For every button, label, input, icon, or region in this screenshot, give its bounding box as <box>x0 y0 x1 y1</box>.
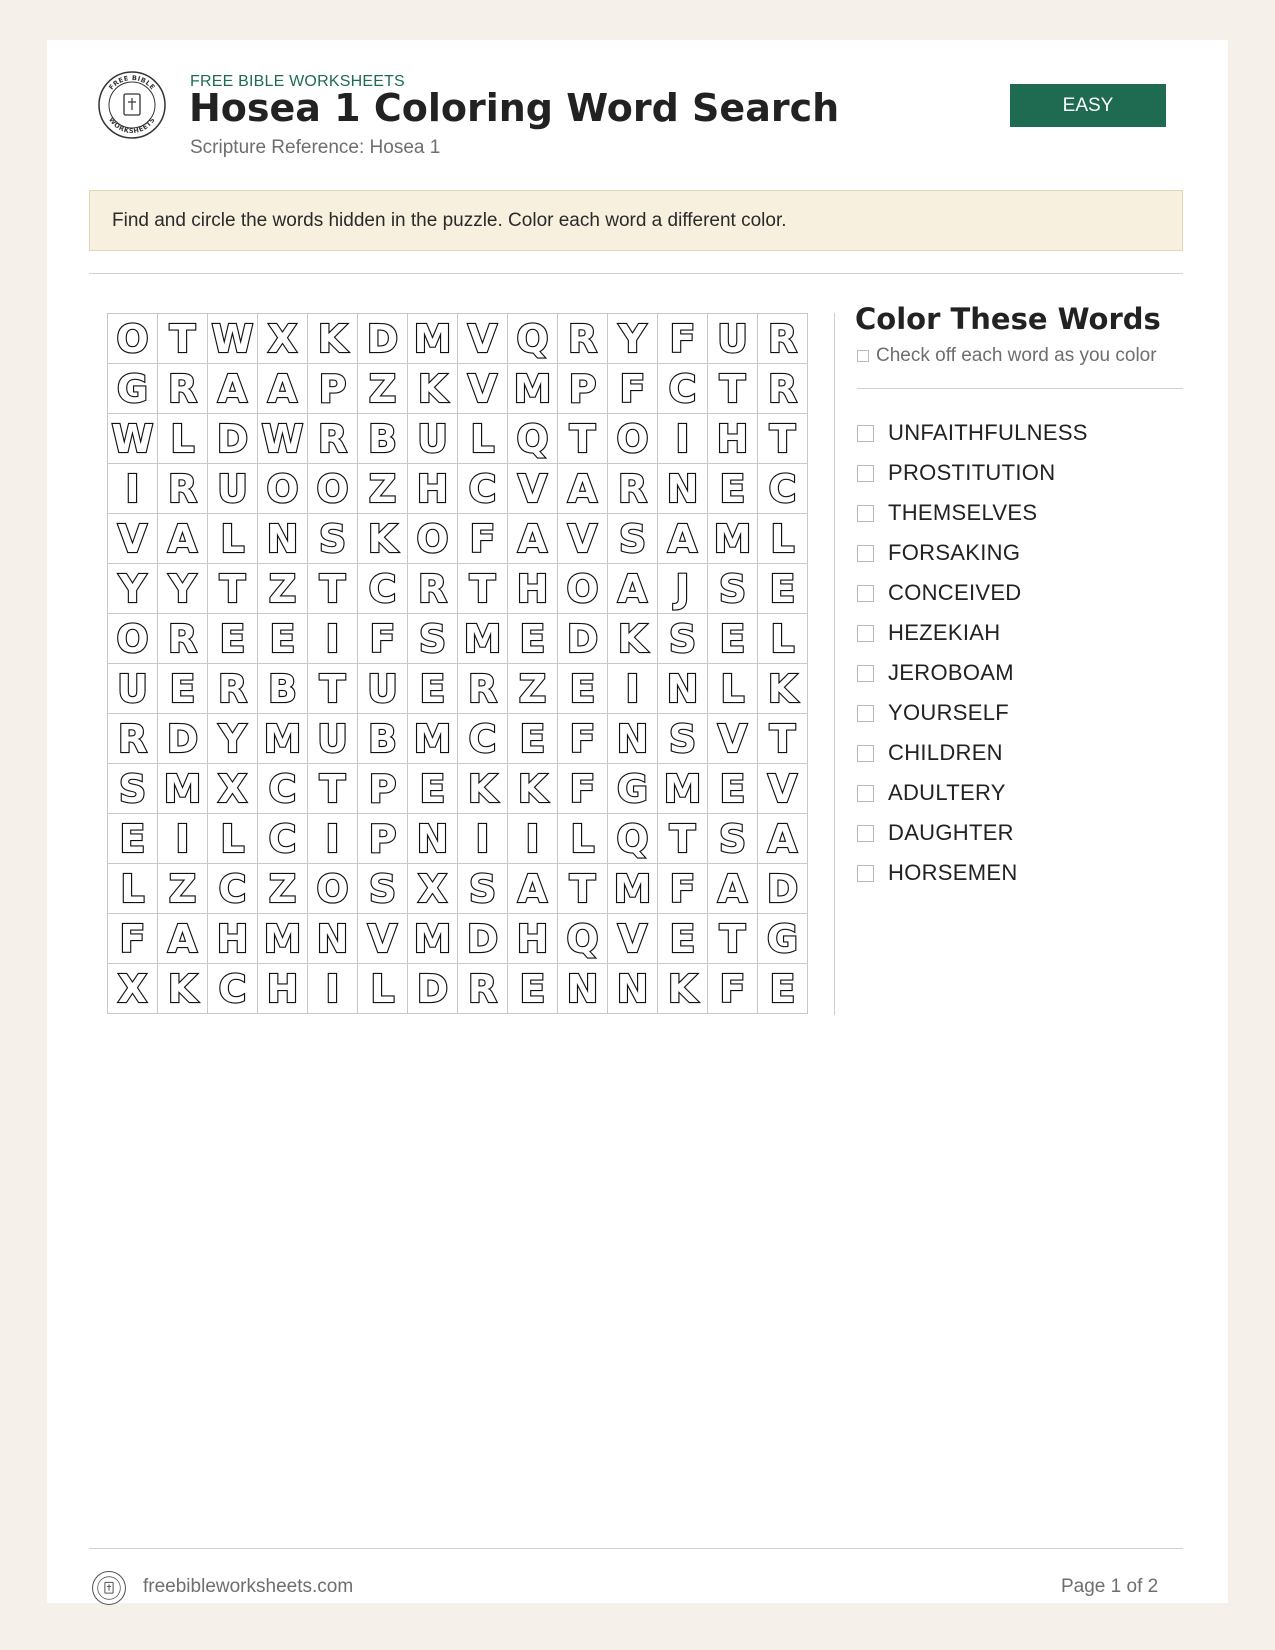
grid-cell[interactable]: K <box>308 314 358 364</box>
grid-cell[interactable]: C <box>458 464 508 514</box>
grid-cell[interactable]: E <box>408 664 458 714</box>
word-checkbox[interactable] <box>857 865 874 882</box>
svg-text:FREE BIBLE: FREE BIBLE <box>107 73 157 92</box>
grid-cell[interactable]: N <box>658 664 708 714</box>
grid-cell[interactable]: Y <box>208 714 258 764</box>
grid-cell[interactable]: L <box>358 964 408 1014</box>
word-list-divider <box>857 388 1183 389</box>
grid-cell[interactable]: C <box>758 464 808 514</box>
grid-cell[interactable]: E <box>258 614 308 664</box>
word-list-hint <box>857 345 1157 367</box>
grid-cell[interactable]: R <box>158 364 208 414</box>
difficulty-badge: EASY <box>1010 84 1166 127</box>
grid-cell[interactable]: U <box>708 314 758 364</box>
word-item <box>857 573 1088 613</box>
word-label: HEZEKIAH <box>888 620 1001 645</box>
grid-cell[interactable]: V <box>608 914 658 964</box>
grid-cell[interactable]: V <box>708 714 758 764</box>
grid-cell[interactable]: X <box>258 314 308 364</box>
grid-cell[interactable]: B <box>358 414 408 464</box>
grid-cell[interactable]: O <box>408 514 458 564</box>
grid-cell[interactable]: R <box>758 364 808 414</box>
word-item <box>857 733 1088 773</box>
grid-cell[interactable]: R <box>108 714 158 764</box>
word-checkbox[interactable] <box>857 585 874 602</box>
grid-cell[interactable]: A <box>608 564 658 614</box>
grid-cell[interactable]: E <box>708 614 758 664</box>
word-label: THEMSELVES <box>888 500 1038 525</box>
grid-cell[interactable]: M <box>458 614 508 664</box>
word-item <box>857 693 1088 733</box>
word-item <box>857 853 1088 893</box>
grid-cell[interactable]: M <box>608 864 658 914</box>
grid-cell[interactable]: L <box>708 664 758 714</box>
grid-cell[interactable]: F <box>558 764 608 814</box>
grid-cell[interactable]: E <box>508 714 558 764</box>
grid-cell[interactable]: G <box>608 764 658 814</box>
grid-cell[interactable]: L <box>758 614 808 664</box>
grid-cell[interactable]: H <box>708 414 758 464</box>
grid-cell[interactable]: J <box>658 564 708 614</box>
grid-cell[interactable]: E <box>558 664 608 714</box>
grid-cell[interactable]: N <box>408 814 458 864</box>
grid-cell[interactable]: T <box>558 864 608 914</box>
word-checkbox[interactable] <box>857 785 874 802</box>
footer-website: freebibleworksheets.com <box>143 1576 354 1597</box>
word-label: CHILDREN <box>888 740 1003 765</box>
grid-cell[interactable]: R <box>208 664 258 714</box>
grid-cell[interactable]: S <box>658 714 708 764</box>
grid-cell[interactable]: E <box>208 614 258 664</box>
grid-cell[interactable]: H <box>508 914 558 964</box>
grid-cell[interactable]: Y <box>108 564 158 614</box>
word-checkbox[interactable] <box>857 625 874 642</box>
grid-cell[interactable]: Q <box>558 914 608 964</box>
grid-cell[interactable]: K <box>508 764 558 814</box>
grid-cell[interactable]: V <box>458 314 508 364</box>
grid-cell[interactable]: U <box>208 464 258 514</box>
grid-cell[interactable]: I <box>608 664 658 714</box>
grid-cell[interactable]: E <box>758 564 808 614</box>
grid-cell[interactable]: S <box>708 814 758 864</box>
grid-cell[interactable]: U <box>108 664 158 714</box>
grid-cell[interactable]: S <box>308 514 358 564</box>
grid-cell[interactable]: I <box>158 814 208 864</box>
grid-cell[interactable]: A <box>758 814 808 864</box>
grid-cell[interactable]: P <box>358 764 408 814</box>
grid-cell[interactable]: R <box>758 314 808 364</box>
grid-cell[interactable]: X <box>408 864 458 914</box>
grid-cell[interactable]: Z <box>258 864 308 914</box>
instructions-text: Find and circle the words hidden in the puzzle. Color each word a different color. <box>112 209 787 231</box>
grid-cell[interactable]: S <box>658 614 708 664</box>
grid-cell[interactable]: C <box>258 814 308 864</box>
grid-cell[interactable]: H <box>408 464 458 514</box>
grid-cell[interactable]: A <box>258 364 308 414</box>
word-list <box>857 413 1088 893</box>
grid-cell[interactable]: B <box>358 714 408 764</box>
grid-cell[interactable]: Z <box>358 464 408 514</box>
worksheet-page <box>47 40 1228 1603</box>
grid-cell[interactable]: S <box>108 764 158 814</box>
grid-cell[interactable]: Z <box>358 364 408 414</box>
grid-cell[interactable]: E <box>758 964 808 1014</box>
grid-cell[interactable]: X <box>208 764 258 814</box>
word-label: UNFAITHFULNESS <box>888 420 1088 445</box>
grid-cell[interactable]: I <box>108 464 158 514</box>
grid-cell[interactable]: N <box>658 464 708 514</box>
hint-checkbox-icon <box>857 350 869 362</box>
grid-cell[interactable]: S <box>408 614 458 664</box>
grid-cell[interactable]: T <box>158 314 208 364</box>
grid-cell[interactable]: Q <box>608 814 658 864</box>
grid-cell[interactable]: L <box>758 514 808 564</box>
word-label: FORSAKING <box>888 540 1021 565</box>
grid-cell[interactable]: I <box>308 964 358 1014</box>
grid-cell[interactable]: L <box>458 414 508 464</box>
grid-cell[interactable]: F <box>708 964 758 1014</box>
grid-cell[interactable]: O <box>608 414 658 464</box>
word-label: HORSEMEN <box>888 860 1018 885</box>
grid-cell[interactable]: H <box>508 564 558 614</box>
grid-cell[interactable]: R <box>608 464 658 514</box>
word-item <box>857 773 1088 813</box>
word-list-title: Color These Words <box>855 302 1161 336</box>
grid-cell[interactable]: F <box>108 914 158 964</box>
word-list-hint-text: Check off each word as you color <box>876 345 1157 366</box>
grid-cell[interactable]: V <box>358 914 408 964</box>
grid-cell[interactable]: E <box>658 914 708 964</box>
grid-cell[interactable]: R <box>558 314 608 364</box>
grid-cell[interactable]: A <box>158 514 208 564</box>
word-item <box>857 653 1088 693</box>
word-checkbox[interactable] <box>857 505 874 522</box>
grid-cell[interactable]: P <box>558 364 608 414</box>
grid-cell[interactable]: R <box>158 464 208 514</box>
grid-cell[interactable]: N <box>608 964 658 1014</box>
grid-cell[interactable]: S <box>708 564 758 614</box>
word-checkbox[interactable] <box>857 825 874 842</box>
grid-cell[interactable]: R <box>308 414 358 464</box>
page-number: Page 1 of 2 <box>1061 1576 1159 1597</box>
grid-cell[interactable]: V <box>108 514 158 564</box>
grid-cell[interactable]: I <box>508 814 558 864</box>
grid-cell[interactable]: F <box>658 314 708 364</box>
grid-cell[interactable]: F <box>658 864 708 914</box>
grid-cell[interactable]: S <box>358 864 408 914</box>
grid-cell[interactable]: I <box>658 414 708 464</box>
grid-cell[interactable]: S <box>458 864 508 914</box>
grid-cell[interactable]: M <box>508 364 558 414</box>
grid-cell[interactable]: M <box>408 714 458 764</box>
grid-cell[interactable]: A <box>158 914 208 964</box>
grid-cell[interactable]: Z <box>508 664 558 714</box>
grid-cell[interactable]: Y <box>158 564 208 614</box>
page-title: Hosea 1 Coloring Word Search <box>189 86 840 130</box>
word-search-grid <box>107 313 808 1014</box>
grid-cell[interactable]: Q <box>508 314 558 364</box>
word-checkbox[interactable] <box>857 705 874 722</box>
grid-cell[interactable]: L <box>158 414 208 464</box>
grid-cell[interactable]: R <box>458 664 508 714</box>
grid-cell[interactable]: D <box>158 714 208 764</box>
grid-cell[interactable]: O <box>558 564 608 614</box>
brand-name: FREE BIBLE WORKSHEETS <box>190 73 405 90</box>
grid-cell[interactable]: O <box>258 464 308 514</box>
grid-cell[interactable]: U <box>408 414 458 464</box>
grid-cell[interactable]: D <box>408 964 458 1014</box>
grid-cell[interactable]: L <box>108 864 158 914</box>
grid-cell[interactable]: M <box>708 514 758 564</box>
grid-cell[interactable]: V <box>558 514 608 564</box>
grid-cell[interactable]: K <box>608 614 658 664</box>
grid-cell[interactable]: D <box>458 914 508 964</box>
word-label: DAUGHTER <box>888 820 1014 845</box>
grid-cell[interactable]: C <box>208 964 258 1014</box>
grid-cell[interactable]: M <box>158 764 208 814</box>
grid-cell[interactable]: T <box>708 364 758 414</box>
grid-cell[interactable]: K <box>158 964 208 1014</box>
grid-cell[interactable]: K <box>758 664 808 714</box>
grid-cell[interactable]: B <box>258 664 308 714</box>
grid-cell[interactable]: M <box>658 764 708 814</box>
grid-cell[interactable]: P <box>358 814 408 864</box>
word-label: JEROBOAM <box>888 660 1014 685</box>
grid-cell[interactable]: C <box>208 864 258 914</box>
word-checkbox[interactable] <box>857 665 874 682</box>
grid-cell[interactable]: D <box>758 864 808 914</box>
header-divider <box>89 273 1183 274</box>
grid-cell[interactable]: K <box>408 364 458 414</box>
grid-cell[interactable]: A <box>508 514 558 564</box>
grid-cell[interactable]: F <box>458 514 508 564</box>
grid-cell[interactable]: V <box>508 464 558 514</box>
grid-cell[interactable]: F <box>558 714 608 764</box>
word-label: CONCEIVED <box>888 580 1022 605</box>
footer-divider <box>89 1548 1183 1549</box>
grid-cell[interactable]: M <box>408 914 458 964</box>
word-label: PROSTITUTION <box>888 460 1056 485</box>
grid-cell[interactable]: T <box>208 564 258 614</box>
grid-cell[interactable]: R <box>158 614 208 664</box>
grid-cell[interactable]: F <box>358 614 408 664</box>
site-logo <box>97 70 167 140</box>
scripture-reference: Scripture Reference: Hosea 1 <box>190 137 441 158</box>
grid-cell[interactable]: A <box>558 464 608 514</box>
grid-cell[interactable]: W <box>108 414 158 464</box>
svg-text:WORKSHEETS: WORKSHEETS <box>107 115 157 136</box>
grid-cell[interactable]: N <box>308 914 358 964</box>
grid-cell[interactable]: L <box>208 814 258 864</box>
grid-cell[interactable]: F <box>608 364 658 414</box>
word-item <box>857 613 1088 653</box>
word-item <box>857 413 1088 453</box>
grid-cell[interactable]: T <box>708 914 758 964</box>
grid-cell[interactable]: H <box>208 914 258 964</box>
grid-cell[interactable]: X <box>108 964 158 1014</box>
grid-cell[interactable]: E <box>158 664 208 714</box>
grid-cell[interactable]: E <box>408 764 458 814</box>
grid-cell[interactable]: D <box>358 314 408 364</box>
word-checkbox[interactable] <box>857 465 874 482</box>
footer-logo <box>91 1570 127 1606</box>
grid-cell[interactable]: E <box>708 464 758 514</box>
grid-cell[interactable]: K <box>658 964 708 1014</box>
grid-cell[interactable]: V <box>458 364 508 414</box>
grid-cell[interactable]: E <box>108 814 158 864</box>
grid-cell[interactable]: M <box>258 714 308 764</box>
grid-cell[interactable]: C <box>658 364 708 414</box>
word-checkbox[interactable] <box>857 425 874 442</box>
grid-cell[interactable]: G <box>108 364 158 414</box>
grid-cell[interactable]: H <box>258 964 308 1014</box>
grid-cell[interactable]: U <box>308 714 358 764</box>
grid-cell[interactable]: R <box>408 564 458 614</box>
grid-cell[interactable]: N <box>558 964 608 1014</box>
grid-cell[interactable]: T <box>308 764 358 814</box>
instructions-box <box>89 190 1183 251</box>
grid-cell[interactable]: O <box>308 464 358 514</box>
grid-cell[interactable]: I <box>308 814 358 864</box>
grid-cell[interactable]: T <box>308 564 358 614</box>
grid-cell[interactable]: L <box>208 514 258 564</box>
grid-cell[interactable]: W <box>208 314 258 364</box>
grid-cell[interactable]: I <box>458 814 508 864</box>
grid-cell[interactable]: O <box>108 314 158 364</box>
grid-cell[interactable]: T <box>308 664 358 714</box>
grid-cell[interactable]: T <box>458 564 508 614</box>
word-item <box>857 813 1088 853</box>
word-item <box>857 453 1088 493</box>
word-checkbox[interactable] <box>857 745 874 762</box>
grid-cell[interactable]: A <box>658 514 708 564</box>
grid-cell[interactable]: C <box>458 714 508 764</box>
grid-cell[interactable]: V <box>758 764 808 814</box>
grid-cell[interactable]: K <box>358 514 408 564</box>
grid-cell[interactable]: S <box>608 514 658 564</box>
grid-cell[interactable]: T <box>658 814 708 864</box>
grid-cell[interactable]: Z <box>158 864 208 914</box>
grid-cell[interactable]: O <box>108 614 158 664</box>
word-item <box>857 533 1088 573</box>
grid-cell[interactable]: T <box>558 414 608 464</box>
word-label: ADULTERY <box>888 780 1006 805</box>
grid-cell[interactable]: M <box>258 914 308 964</box>
grid-cell[interactable]: T <box>758 714 808 764</box>
grid-cell[interactable]: K <box>458 764 508 814</box>
word-item <box>857 493 1088 533</box>
column-divider <box>834 313 835 1015</box>
grid-cell[interactable]: A <box>708 864 758 914</box>
grid-cell[interactable]: W <box>258 414 308 464</box>
grid-cell[interactable]: N <box>258 514 308 564</box>
grid-cell[interactable]: N <box>608 714 658 764</box>
word-checkbox[interactable] <box>857 545 874 562</box>
grid-cell[interactable]: D <box>558 614 608 664</box>
grid-cell[interactable]: M <box>408 314 458 364</box>
grid-cell[interactable]: L <box>558 814 608 864</box>
grid-cell[interactable]: E <box>508 614 558 664</box>
grid-cell[interactable]: E <box>508 964 558 1014</box>
word-label: YOURSELF <box>888 700 1009 725</box>
grid-cell[interactable]: C <box>358 564 408 614</box>
grid-cell[interactable]: O <box>308 864 358 914</box>
grid-cell[interactable]: A <box>508 864 558 914</box>
grid-cell[interactable]: C <box>258 764 308 814</box>
grid-cell[interactable]: D <box>208 414 258 464</box>
grid-cell[interactable]: A <box>208 364 258 414</box>
grid-cell[interactable]: R <box>458 964 508 1014</box>
grid-cell[interactable]: P <box>308 364 358 414</box>
grid-cell[interactable]: T <box>758 414 808 464</box>
grid-cell[interactable]: Q <box>508 414 558 464</box>
grid-cell[interactable]: E <box>708 764 758 814</box>
grid-cell[interactable]: G <box>758 914 808 964</box>
grid-cell[interactable]: I <box>308 614 358 664</box>
grid-cell[interactable]: Y <box>608 314 658 364</box>
grid-cell[interactable]: U <box>358 664 408 714</box>
grid-cell[interactable]: Z <box>258 564 308 614</box>
